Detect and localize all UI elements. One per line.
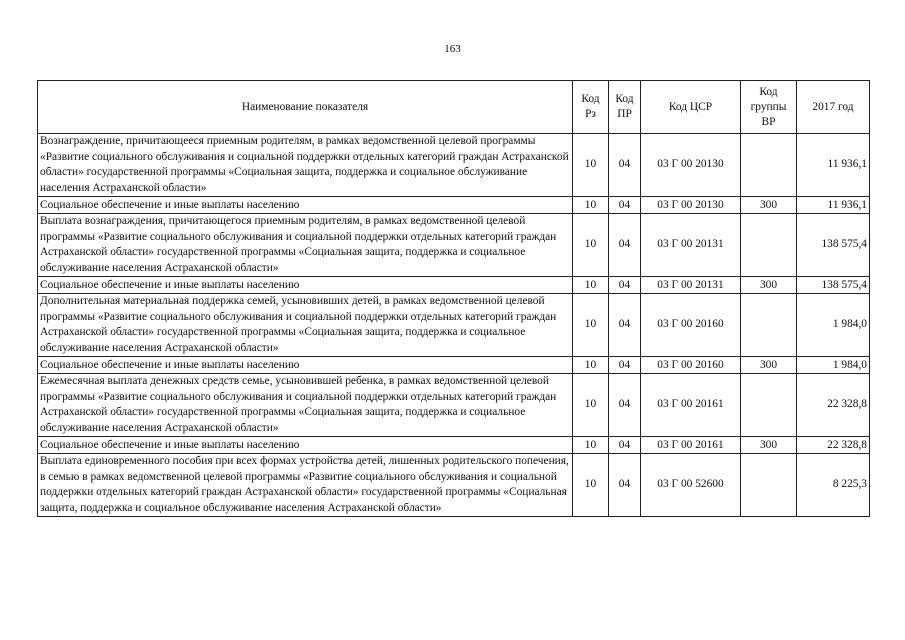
row-name: Дополнительная материальная поддержка семей, усыновивших детей, в рамках ведомственной целевой программы «Развитие социального обслуживания и социальной поддержки отдельных категорий граждан Астраханской области» государственной программы «Социальная защита, поддержка и социальное обслуживание населения Астраханской области»	[38, 294, 573, 357]
row-csr: 03 Г 00 52600	[641, 454, 741, 517]
row-csr: 03 Г 00 20131	[641, 277, 741, 294]
row-csr: 03 Г 00 20130	[641, 197, 741, 214]
row-pr: 04	[609, 357, 641, 374]
header-rz: Код Рз	[573, 81, 609, 134]
row-pr: 04	[609, 294, 641, 357]
table-row	[38, 357, 870, 374]
row-name: Социальное обеспечение и иные выплаты населению	[38, 197, 573, 214]
row-csr: 03 Г 00 20160	[641, 294, 741, 357]
page-number: 163	[444, 43, 461, 55]
table-header-row	[38, 81, 870, 134]
row-pr: 04	[609, 214, 641, 277]
row-vr	[741, 134, 797, 197]
row-rz: 10	[573, 214, 609, 277]
row-vr: 300	[741, 277, 797, 294]
row-pr: 04	[609, 197, 641, 214]
row-pr: 04	[609, 454, 641, 517]
row-year: 1 984,0	[797, 294, 870, 357]
table-row	[38, 454, 870, 517]
row-year: 11 936,1	[797, 134, 870, 197]
table-row	[38, 197, 870, 214]
row-pr: 04	[609, 374, 641, 437]
row-csr: 03 Г 00 20160	[641, 357, 741, 374]
row-rz: 10	[573, 294, 609, 357]
row-pr: 04	[609, 277, 641, 294]
header-vr: Код группы ВР	[741, 81, 797, 134]
table-row	[38, 294, 870, 357]
row-rz: 10	[573, 454, 609, 517]
row-pr: 04	[609, 437, 641, 454]
row-vr: 300	[741, 197, 797, 214]
row-name: Социальное обеспечение и иные выплаты населению	[38, 277, 573, 294]
row-vr	[741, 214, 797, 277]
header-pr: Код ПР	[609, 81, 641, 134]
row-rz: 10	[573, 197, 609, 214]
row-year: 11 936,1	[797, 197, 870, 214]
row-rz: 10	[573, 437, 609, 454]
row-vr	[741, 294, 797, 357]
table-row	[38, 437, 870, 454]
row-name: Социальное обеспечение и иные выплаты населению	[38, 437, 573, 454]
table-row	[38, 134, 870, 197]
row-year: 8 225,3	[797, 454, 870, 517]
row-year: 138 575,4	[797, 214, 870, 277]
row-vr	[741, 374, 797, 437]
budget-table	[37, 80, 870, 517]
row-name: Ежемесячная выплата денежных средств семье, усыновившей ребенка, в рамках ведомственной целевой программы «Развитие социального обслуживания и социальной поддержки отдельных категорий граждан Астраханской области» государственной программы «Социальная защита, поддержка и социальное обслуживание населения Астраханской области»	[38, 374, 573, 437]
header-csr: Код ЦСР	[641, 81, 741, 134]
row-name: Выплата вознаграждения, причитающегося приемным родителям, в рамках ведомственной целевой программы «Развитие социального обслуживания и социальной поддержки отдельных категорий граждан Астраханской области» государственной программы «Социальная защита, поддержка и социальное обслуживание населения Астраханской области»	[38, 214, 573, 277]
table-row	[38, 277, 870, 294]
row-rz: 10	[573, 374, 609, 437]
header-name: Наименование показателя	[38, 81, 573, 134]
table-row	[38, 374, 870, 437]
row-vr: 300	[741, 437, 797, 454]
row-name: Вознаграждение, причитающееся приемным родителям, в рамках ведомственной целевой программы «Развитие социального обслуживания и социальной поддержки отдельных категорий граждан Астраханской области» государственной программы «Социальная защита, поддержка и социальное обслуживание населения Астраханской области»	[38, 134, 573, 197]
row-csr: 03 Г 00 20161	[641, 374, 741, 437]
table-row	[38, 214, 870, 277]
row-year: 22 328,8	[797, 374, 870, 437]
row-vr	[741, 454, 797, 517]
row-csr: 03 Г 00 20131	[641, 214, 741, 277]
row-pr: 04	[609, 134, 641, 197]
row-year: 1 984,0	[797, 357, 870, 374]
row-csr: 03 Г 00 20130	[641, 134, 741, 197]
row-rz: 10	[573, 134, 609, 197]
row-csr: 03 Г 00 20161	[641, 437, 741, 454]
row-year: 22 328,8	[797, 437, 870, 454]
row-vr: 300	[741, 357, 797, 374]
row-name: Выплата единовременного пособия при всех формах устройства детей, лишенных родительского попечения, в семью в рамках ведомственной целевой программы «Развитие социального обслуживания и социальной поддержки отдельных категорий граждан Астраханской области» государственной программы «Социальная защита, поддержка и социальное обслуживание населения Астраханской области»	[38, 454, 573, 517]
row-rz: 10	[573, 277, 609, 294]
row-name: Социальное обеспечение и иные выплаты населению	[38, 357, 573, 374]
header-year: 2017 год	[797, 81, 870, 134]
row-rz: 10	[573, 357, 609, 374]
row-year: 138 575,4	[797, 277, 870, 294]
